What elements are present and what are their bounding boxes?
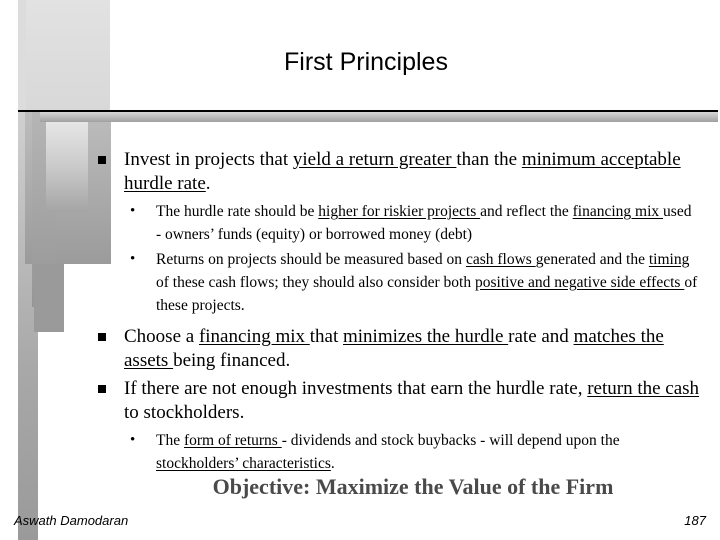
dot-bullet-icon: •: [130, 251, 136, 267]
text-segment: If there are not enough investments that earn the hurdle rate,: [124, 378, 588, 399]
underlined-phrase: yield a return greater: [292, 149, 457, 170]
underlined-phrase: financing mix: [198, 326, 310, 347]
sub-bullet-item: [98, 248, 700, 317]
underlined-phrase: matches the assets: [124, 326, 664, 371]
objective-statement: Objective: Maximize the Value of the Firm: [212, 474, 614, 499]
decor-inner-gradient: [46, 122, 88, 212]
text-segment: .: [330, 455, 335, 472]
text-segment: to stockholders.: [124, 402, 245, 423]
square-bullet-icon: [98, 156, 106, 164]
underlined-phrase: form of returns: [183, 432, 282, 449]
text-segment: of these cash flows; they should also consider both: [156, 274, 475, 291]
decor-left-lower-block: [34, 264, 64, 332]
text-segment: .: [205, 173, 211, 194]
underlined-phrase: stockholders’ characteristics: [156, 455, 331, 472]
underlined-phrase: positive and negative side effects: [474, 274, 685, 291]
underlined-phrase: minimizes the hurdle: [343, 326, 509, 347]
bullet-list: [98, 148, 700, 477]
decor-horizontal-bar: [40, 112, 718, 122]
text-segment: and reflect the: [480, 203, 573, 220]
text-segment: Choose a: [124, 326, 199, 347]
slide-title: First Principles: [284, 48, 448, 76]
text-segment: Returns on projects should be measured based on: [156, 251, 466, 268]
text-segment: than the: [456, 149, 522, 170]
bullet-item: [98, 148, 700, 196]
dot-bullet-icon: •: [130, 432, 136, 448]
text-segment: The: [156, 432, 184, 449]
footer-author: Aswath Damodaran: [14, 513, 129, 528]
bullet-item: [98, 325, 700, 373]
dot-bullet-icon: •: [130, 203, 136, 219]
text-segment: generated and the: [535, 251, 649, 268]
underlined-phrase: return the cash: [587, 378, 700, 399]
square-bullet-icon: [98, 333, 106, 341]
text-segment: used - owners’ funds (equity) or borrowed money (debt): [156, 203, 692, 243]
underlined-phrase: timing: [648, 251, 690, 268]
underlined-phrase: cash flows: [465, 251, 536, 268]
sub-bullet-item: [98, 429, 700, 475]
text-segment: that: [309, 326, 343, 347]
bullet-item: [98, 377, 700, 425]
underlined-phrase: minimum acceptable hurdle rate: [124, 149, 681, 194]
underlined-phrase: financing mix: [572, 203, 664, 220]
text-segment: being financed.: [173, 350, 291, 371]
text-segment: rate and: [508, 326, 574, 347]
text-segment: - dividends and stock buybacks - will depend upon the: [281, 432, 620, 449]
title-rule-line: [18, 110, 718, 112]
underlined-phrase: higher for riskier projects: [318, 203, 481, 220]
text-segment: of these projects.: [156, 274, 698, 314]
text-segment: The hurdle rate should be: [156, 203, 319, 220]
square-bullet-icon: [98, 385, 106, 393]
text-segment: Invest in projects that: [124, 149, 293, 170]
page-number: 187: [684, 513, 706, 528]
sub-bullet-item: [98, 200, 700, 246]
